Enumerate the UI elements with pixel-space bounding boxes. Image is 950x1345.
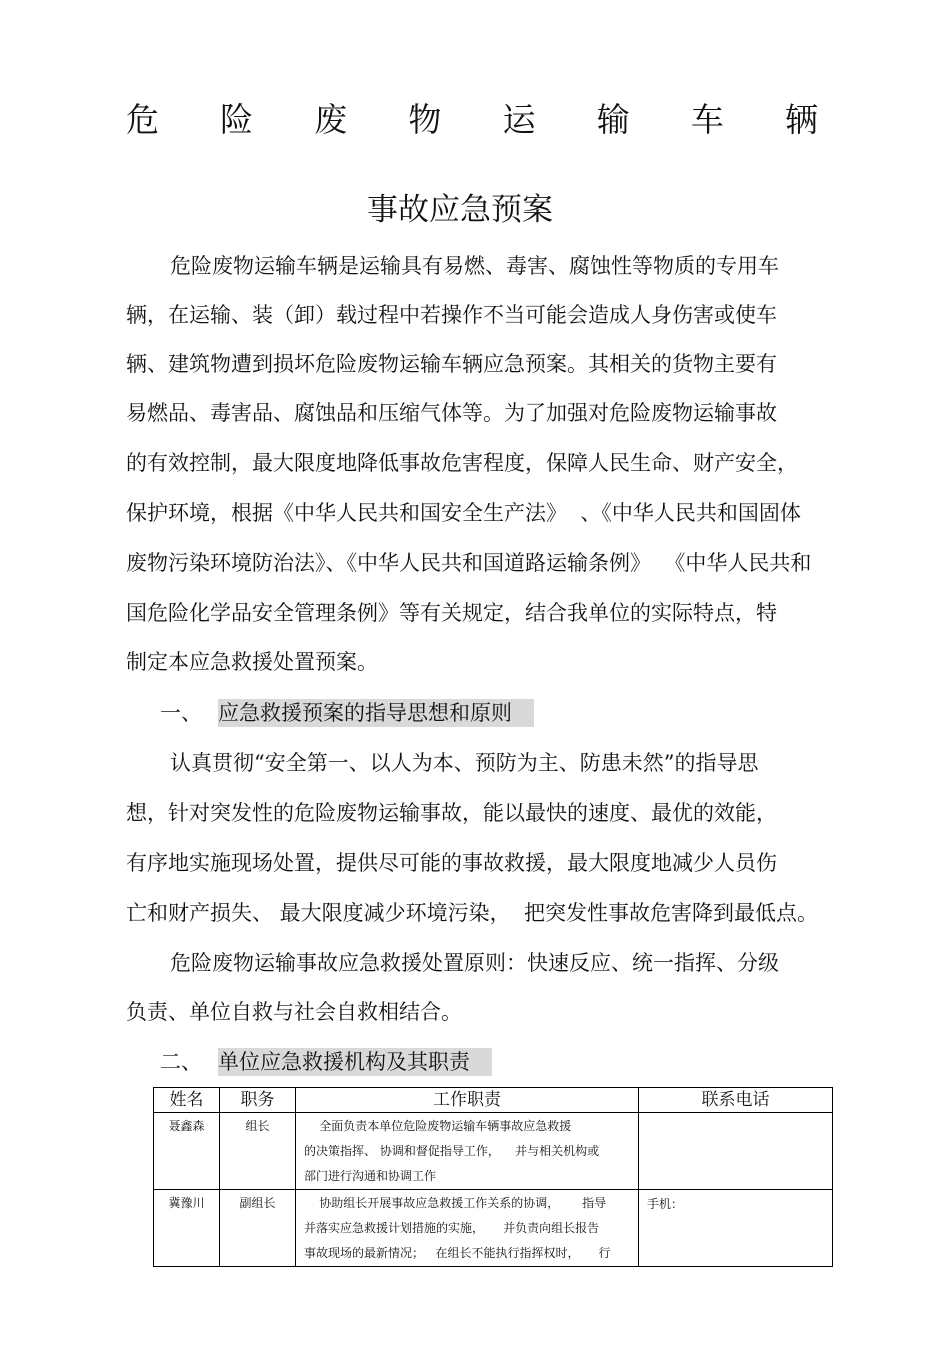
- duty-line: 全面负责本单位危险废物运输车辆事故应急救援: [304, 1119, 572, 1133]
- document-title-line1: [126, 98, 818, 142]
- header-position: 职务: [220, 1088, 296, 1113]
- title-char: 物: [408, 100, 442, 139]
- title-char: 废: [314, 100, 348, 139]
- document-title-line2: 事故应急预案: [367, 192, 553, 228]
- duty-line: 部门进行沟通和协调工作: [304, 1169, 437, 1183]
- intro-line: 危险废物运输车辆是运输具有易燃、毒害、腐蚀性等物质的专用车: [170, 254, 779, 278]
- section-number: 一、: [160, 701, 202, 725]
- paragraph-line: 认真贯彻“安全第一、以人为本、预防为主、防患未然”的指导思: [170, 751, 759, 775]
- intro-line: 辆，在运输、装（卸）载过程中若操作不当可能会造成人身伤害或使车: [126, 303, 777, 327]
- title-char: 输: [596, 100, 630, 139]
- paragraph-line: 有序地实施现场处置，提供尽可能的事故救援，最大限度地减少人员伤: [126, 851, 777, 875]
- paragraph-line: 负责、单位自救与社会自救相结合。: [126, 1000, 462, 1024]
- duty-line: 协助组长开展事故应急救援工作关系的协调， 指导: [304, 1196, 607, 1210]
- table-header-row: [154, 1088, 833, 1113]
- duty-line: 并落实应急救援计划措施的实施， 并负责向组长报告: [304, 1221, 600, 1235]
- section-title: 单位应急救援机构及其职责: [218, 1048, 492, 1076]
- cell-duty: [296, 1190, 639, 1267]
- title-char: 险: [220, 100, 254, 139]
- header-name: 姓名: [154, 1088, 220, 1113]
- duty-table: [153, 1087, 833, 1267]
- title-char: 车: [690, 100, 724, 139]
- title-char: 危: [126, 100, 159, 139]
- intro-line: 易燃品、毒害品、腐蚀品和压缩气体等。为了加强对危险废物运输事故: [126, 401, 777, 425]
- paragraph-line: 亡和财产损失、 最大限度减少环境污染， 把突发性事故危害降到最低点。: [126, 901, 819, 925]
- section-heading: [160, 699, 534, 727]
- title-char: 运: [502, 100, 536, 139]
- intro-line: 制定本应急救援处置预案。: [126, 650, 378, 674]
- cell-name: 聂鑫森: [154, 1113, 220, 1190]
- cell-name: 冀豫川: [154, 1190, 220, 1267]
- table-row: [154, 1190, 833, 1267]
- intro-line: 辆、建筑物遭到损坏危险废物运输车辆应急预案。其相关的货物主要有: [126, 352, 777, 376]
- section-heading: [160, 1048, 492, 1076]
- header-phone: 联系电话: [639, 1088, 833, 1113]
- section-title: 应急救援预案的指导思想和原则: [218, 699, 534, 727]
- duty-line: 事故现场的最新情况； 在组长不能执行指挥权时， 行: [304, 1246, 611, 1260]
- section-number: 二、: [160, 1050, 202, 1074]
- intro-line: 的有效控制，最大限度地降低事故危害程度，保障人民生命、财产安全，: [126, 451, 798, 475]
- intro-line: 保护环境，根据《中华人民共和国安全生产法》 、《中华人民共和国固体: [126, 501, 801, 525]
- paragraph-line: 危险废物运输事故应急救援处置原则：快速反应、统一指挥、分级: [170, 951, 779, 975]
- paragraph-line: 想，针对突发性的危险废物运输事故，能以最快的速度、最优的效能，: [126, 801, 777, 825]
- cell-position: 副组长: [220, 1190, 296, 1267]
- duty-line: 的决策指挥、 协调和督促指导工作， 并与相关机构或: [304, 1144, 600, 1158]
- intro-line: 废物污染环境防治法》、《中华人民共和国道路运输条例》 《中华人民共和: [126, 551, 812, 575]
- title-char: 辆: [784, 100, 818, 139]
- table-row: [154, 1113, 833, 1190]
- cell-phone: 手机：: [639, 1190, 833, 1267]
- intro-line: 国危险化学品安全管理条例》等有关规定，结合我单位的实际特点，特: [126, 601, 777, 625]
- cell-phone: [639, 1113, 833, 1190]
- cell-duty: [296, 1113, 639, 1190]
- cell-position: 组长: [220, 1113, 296, 1190]
- header-duty: 工作职责: [296, 1088, 639, 1113]
